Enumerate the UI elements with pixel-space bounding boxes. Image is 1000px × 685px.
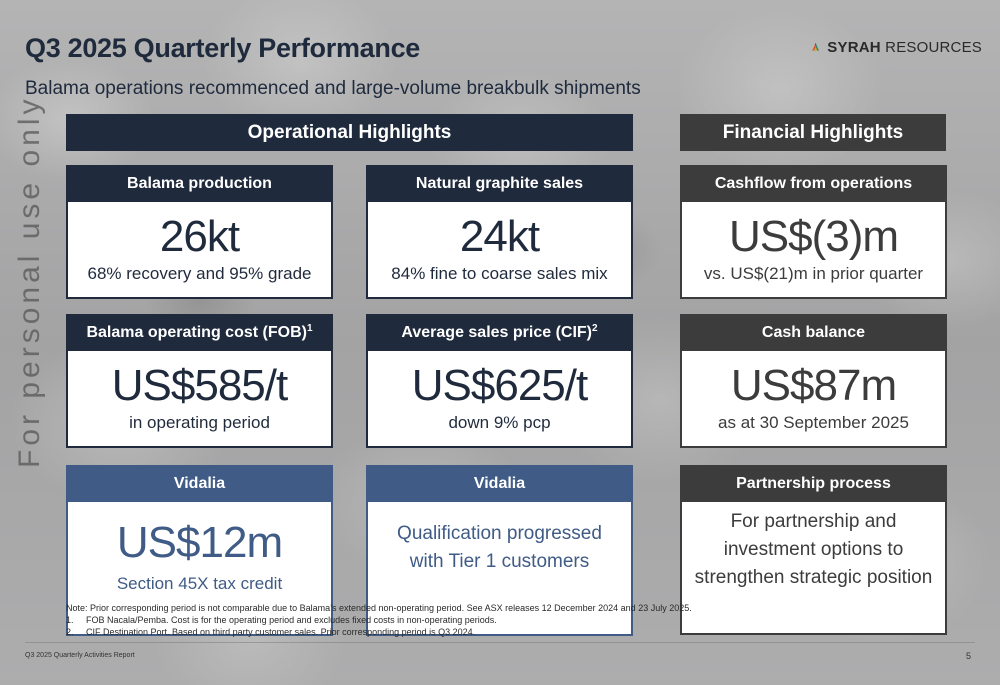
card-cash-balance (680, 314, 947, 448)
operational-highlights-header: Operational Highlights (66, 114, 633, 151)
footnote-number: 1. (66, 615, 74, 625)
page-title: Q3 2025 Quarterly Performance (25, 33, 421, 63)
card-title-text: Vidalia (173, 475, 226, 492)
page-number: 5 (966, 651, 972, 661)
card-title-text: Balama operating cost (FOB) (86, 324, 307, 341)
company-logo (812, 30, 982, 64)
syrah-pyramid-logo-icon (812, 31, 819, 63)
card-title-text: Balama production (127, 175, 272, 192)
card-cashflow-from-operations (680, 165, 947, 299)
footnote-intro: Note: Prior corresponding period is not comparable due to Balama’s extended non-operating period. See ASX releases 12 December 2024 and 23 July 2025. (66, 603, 692, 613)
card-title (66, 314, 333, 351)
logo-text (827, 39, 982, 56)
card-text-line: For partnership and (730, 511, 897, 532)
card-text (682, 502, 945, 592)
card-partnership-process (680, 465, 947, 635)
card-average-sales-price (366, 314, 633, 448)
logo-brand-rest: RESOURCES (880, 38, 982, 56)
card-natural-graphite-sales (366, 165, 633, 299)
footnote-text: FOB Nacala/Pemba. Cost is for the operating period and excludes fixed costs in non-operating periods. (86, 615, 497, 625)
footnote-text: CIF Destination Port. Based on third party customer sales. Prior corresponding period is Q3 2024. (86, 627, 476, 637)
card-subtext: down 9% pcp (448, 413, 551, 432)
card-title-text: Natural graphite sales (415, 175, 584, 192)
card-subtext: as at 30 September 2025 (718, 413, 909, 432)
card-subtext: 84% fine to coarse sales mix (391, 264, 608, 283)
card-title-text: Cashflow from operations (714, 175, 913, 192)
card-value: US$87m (730, 361, 897, 410)
card-subtext: Section 45X tax credit (116, 574, 283, 593)
card-title-text: Average sales price (CIF) (401, 324, 593, 341)
footnotes (66, 602, 706, 638)
card-value: US$(3)m (728, 212, 899, 261)
card-balama-operating-cost (66, 314, 333, 448)
card-title (366, 165, 633, 202)
card-body (680, 502, 947, 635)
footer-document-title: Q3 2025 Quarterly Activities Report (25, 652, 135, 659)
card-text-line: Qualification progressed (397, 523, 602, 544)
card-title (680, 465, 947, 502)
card-value: US$12m (116, 518, 283, 567)
footnote-item (66, 614, 706, 626)
card-balama-production (66, 165, 333, 299)
card-body (66, 202, 333, 299)
watermark: For personal use only (13, 95, 46, 468)
footnote-ref: 2 (592, 323, 598, 334)
card-title (366, 465, 633, 502)
card-title (66, 165, 333, 202)
card-value: US$585/t (111, 361, 288, 410)
card-body (366, 351, 633, 448)
card-value: US$625/t (411, 361, 588, 410)
footnote-ref: 1 (306, 323, 313, 334)
card-body (680, 202, 947, 299)
card-title (680, 165, 947, 202)
card-title (366, 314, 633, 351)
logo-brand-bold: SYRAH (827, 38, 881, 56)
card-text-line: investment options to (723, 539, 904, 560)
card-subtext: in operating period (129, 413, 270, 432)
card-value: 26kt (159, 212, 240, 261)
card-body (680, 351, 947, 448)
card-body (366, 202, 633, 299)
card-body (66, 351, 333, 448)
card-title-text: Partnership process (736, 475, 891, 492)
card-text (368, 502, 631, 576)
footnote-item (66, 626, 706, 638)
page-subtitle: Balama operations recommenced and large-volume breakbulk shipments (25, 78, 641, 99)
financial-highlights-header: Financial Highlights (680, 114, 946, 151)
card-title-text: Vidalia (473, 475, 526, 492)
footnote-number: 2. (66, 627, 74, 637)
card-value: 24kt (459, 212, 540, 261)
card-title (66, 465, 333, 502)
footer-divider (25, 642, 975, 643)
card-title (680, 314, 947, 351)
card-title-text: Cash balance (761, 324, 866, 341)
card-text-line: strengthen strategic position (694, 567, 933, 588)
card-subtext: vs. US$(21)m in prior quarter (703, 264, 924, 283)
card-subtext: 68% recovery and 95% grade (87, 264, 312, 283)
card-text-line: with Tier 1 customers (409, 551, 590, 572)
